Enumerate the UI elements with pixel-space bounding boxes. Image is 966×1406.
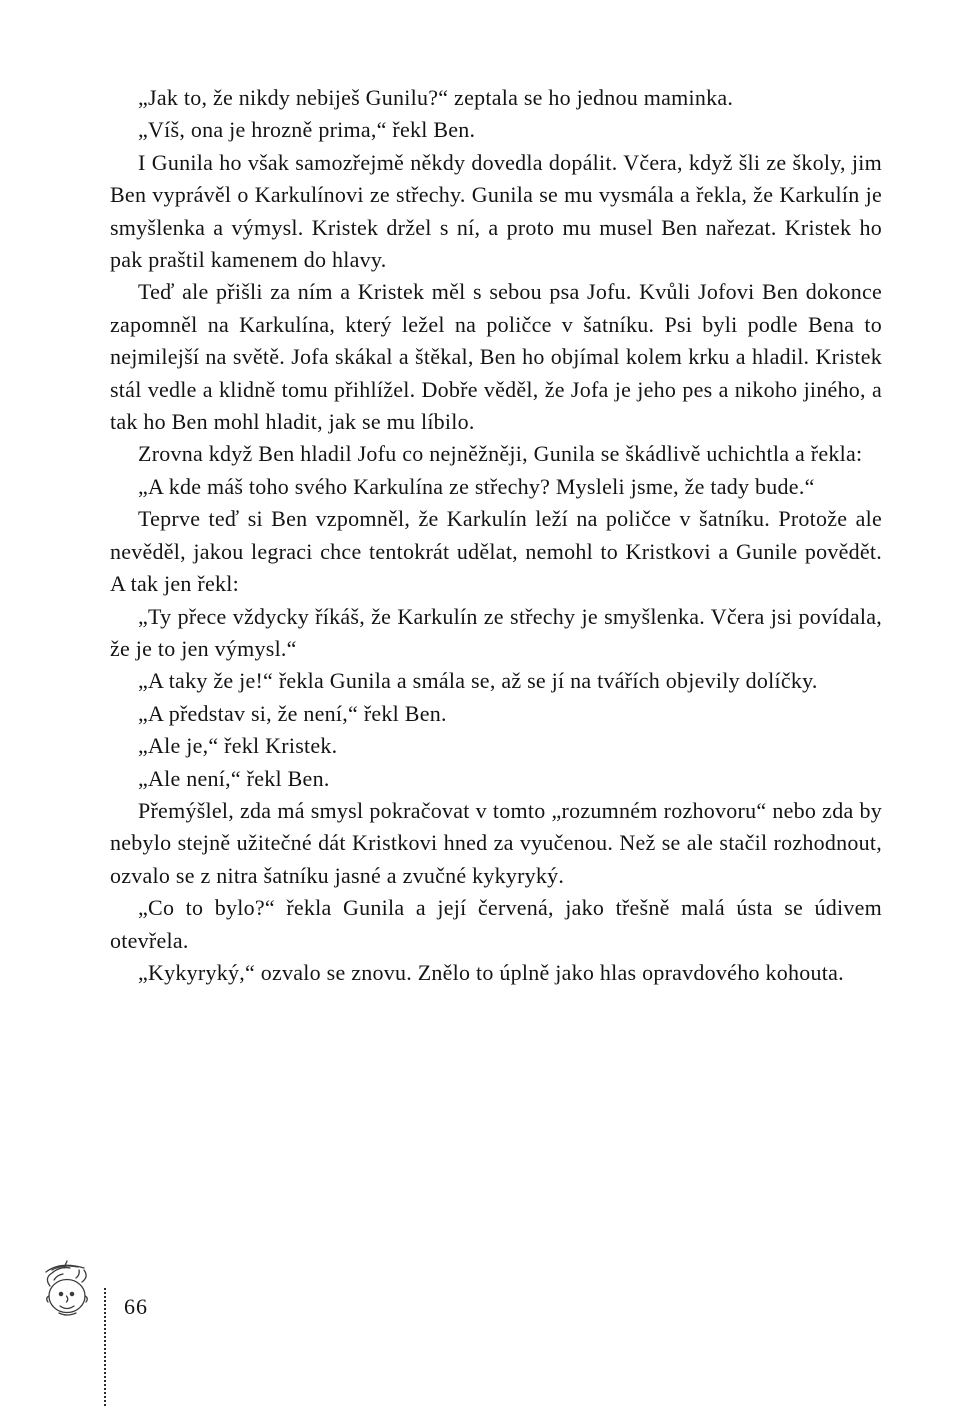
- paragraph: Přemýšlel, zda má smysl pokračovat v tomto „rozumném rozhovoru“ nebo zda by nebylo stejně užitečné dát Kristkovi hned za vyučenou. Než se ale stačil rozhodnout, ozvalo se z nitra šatníku jasné a zvučné kykyryký.: [110, 797, 882, 888]
- paragraph: „A kde máš toho svého Karkulína ze střechy? Mysleli jsme, že tady bude.“: [138, 473, 815, 499]
- dotted-divider: [104, 1288, 106, 1406]
- paragraph: „Ale není,“ řekl Ben.: [138, 765, 330, 791]
- paragraph: „Jak to, že nikdy nebiješ Gunilu?“ zeptala se ho jednou maminka.: [138, 85, 734, 110]
- paragraph: „A představ si, že není,“ řekl Ben.: [138, 700, 447, 726]
- character-doodle-illustration: [34, 1256, 104, 1326]
- paragraph: Teprve teď si Ben vzpomněl, že Karkulín leží na poličce v šatníku. Protože ale nevěděl, jakou legraci chce tentokrát udělat, nemohl to Kristkovi a Gunile povědět. A tak jen řekl:: [110, 506, 882, 597]
- paragraph: „Víš, ona je hrozně prima,“ řekl Ben.: [138, 117, 476, 143]
- paragraph: I Gunila ho však samozřejmě někdy dovedla dopálit. Včera, když šli ze školy, jim Ben vyprávěl o Karkulínovi ze střechy. Gunila se mu vysmála a řekla, že Karkulín je smyšlenka a výmysl. Kristek držel s ní, a proto mu musel Ben nařezat. Kristek ho pak praštil kamenem do hlavy.: [110, 149, 882, 273]
- paragraph: Teď ale přišli za ním a Kristek měl s sebou psa Jofu. Kvůli Jofovi Ben dokonce zapomněl na Karkulína, který ležel na poličce v šatníku. Psi byli podle Bena to nejmilejší na světě. Jofa skákal a štěkal, Ben ho objímal kolem krku a hladil. Kristek stál vedle a klidně tomu přihlížel. Dobře věděl, že Jofa je jeho pes a nikoho jiného, a tak ho Ben mohl hladit, jak se mu líbilo.: [110, 279, 882, 435]
- paragraph: „Kykyryký,“ ozvalo se znovu. Znělo to úplně jako hlas opravdového kohouta.: [138, 959, 844, 985]
- paragraph: „Ale je,“ řekl Kristek.: [138, 733, 338, 759]
- page-number: 66: [124, 1294, 148, 1319]
- paragraph: Zrovna když Ben hladil Jofu co nejněžněji, Gunila se škádlivě uchichtla a řekla:: [138, 441, 863, 467]
- paragraph: „Co to bylo?“ řekla Gunila a její červená, jako třešně malá ústa se údivem otevřela.: [110, 895, 882, 953]
- paragraph: „Ty přece vždycky říkáš, že Karkulín ze střechy je smyšlenka. Včera jsi povídala, že je to jen výmysl.“: [110, 603, 882, 661]
- body-text: [110, 82, 882, 989]
- paragraph: „A taky že je!“ řekla Gunila a smála se, až se jí na tvářích objevily dolíčky.: [138, 668, 818, 694]
